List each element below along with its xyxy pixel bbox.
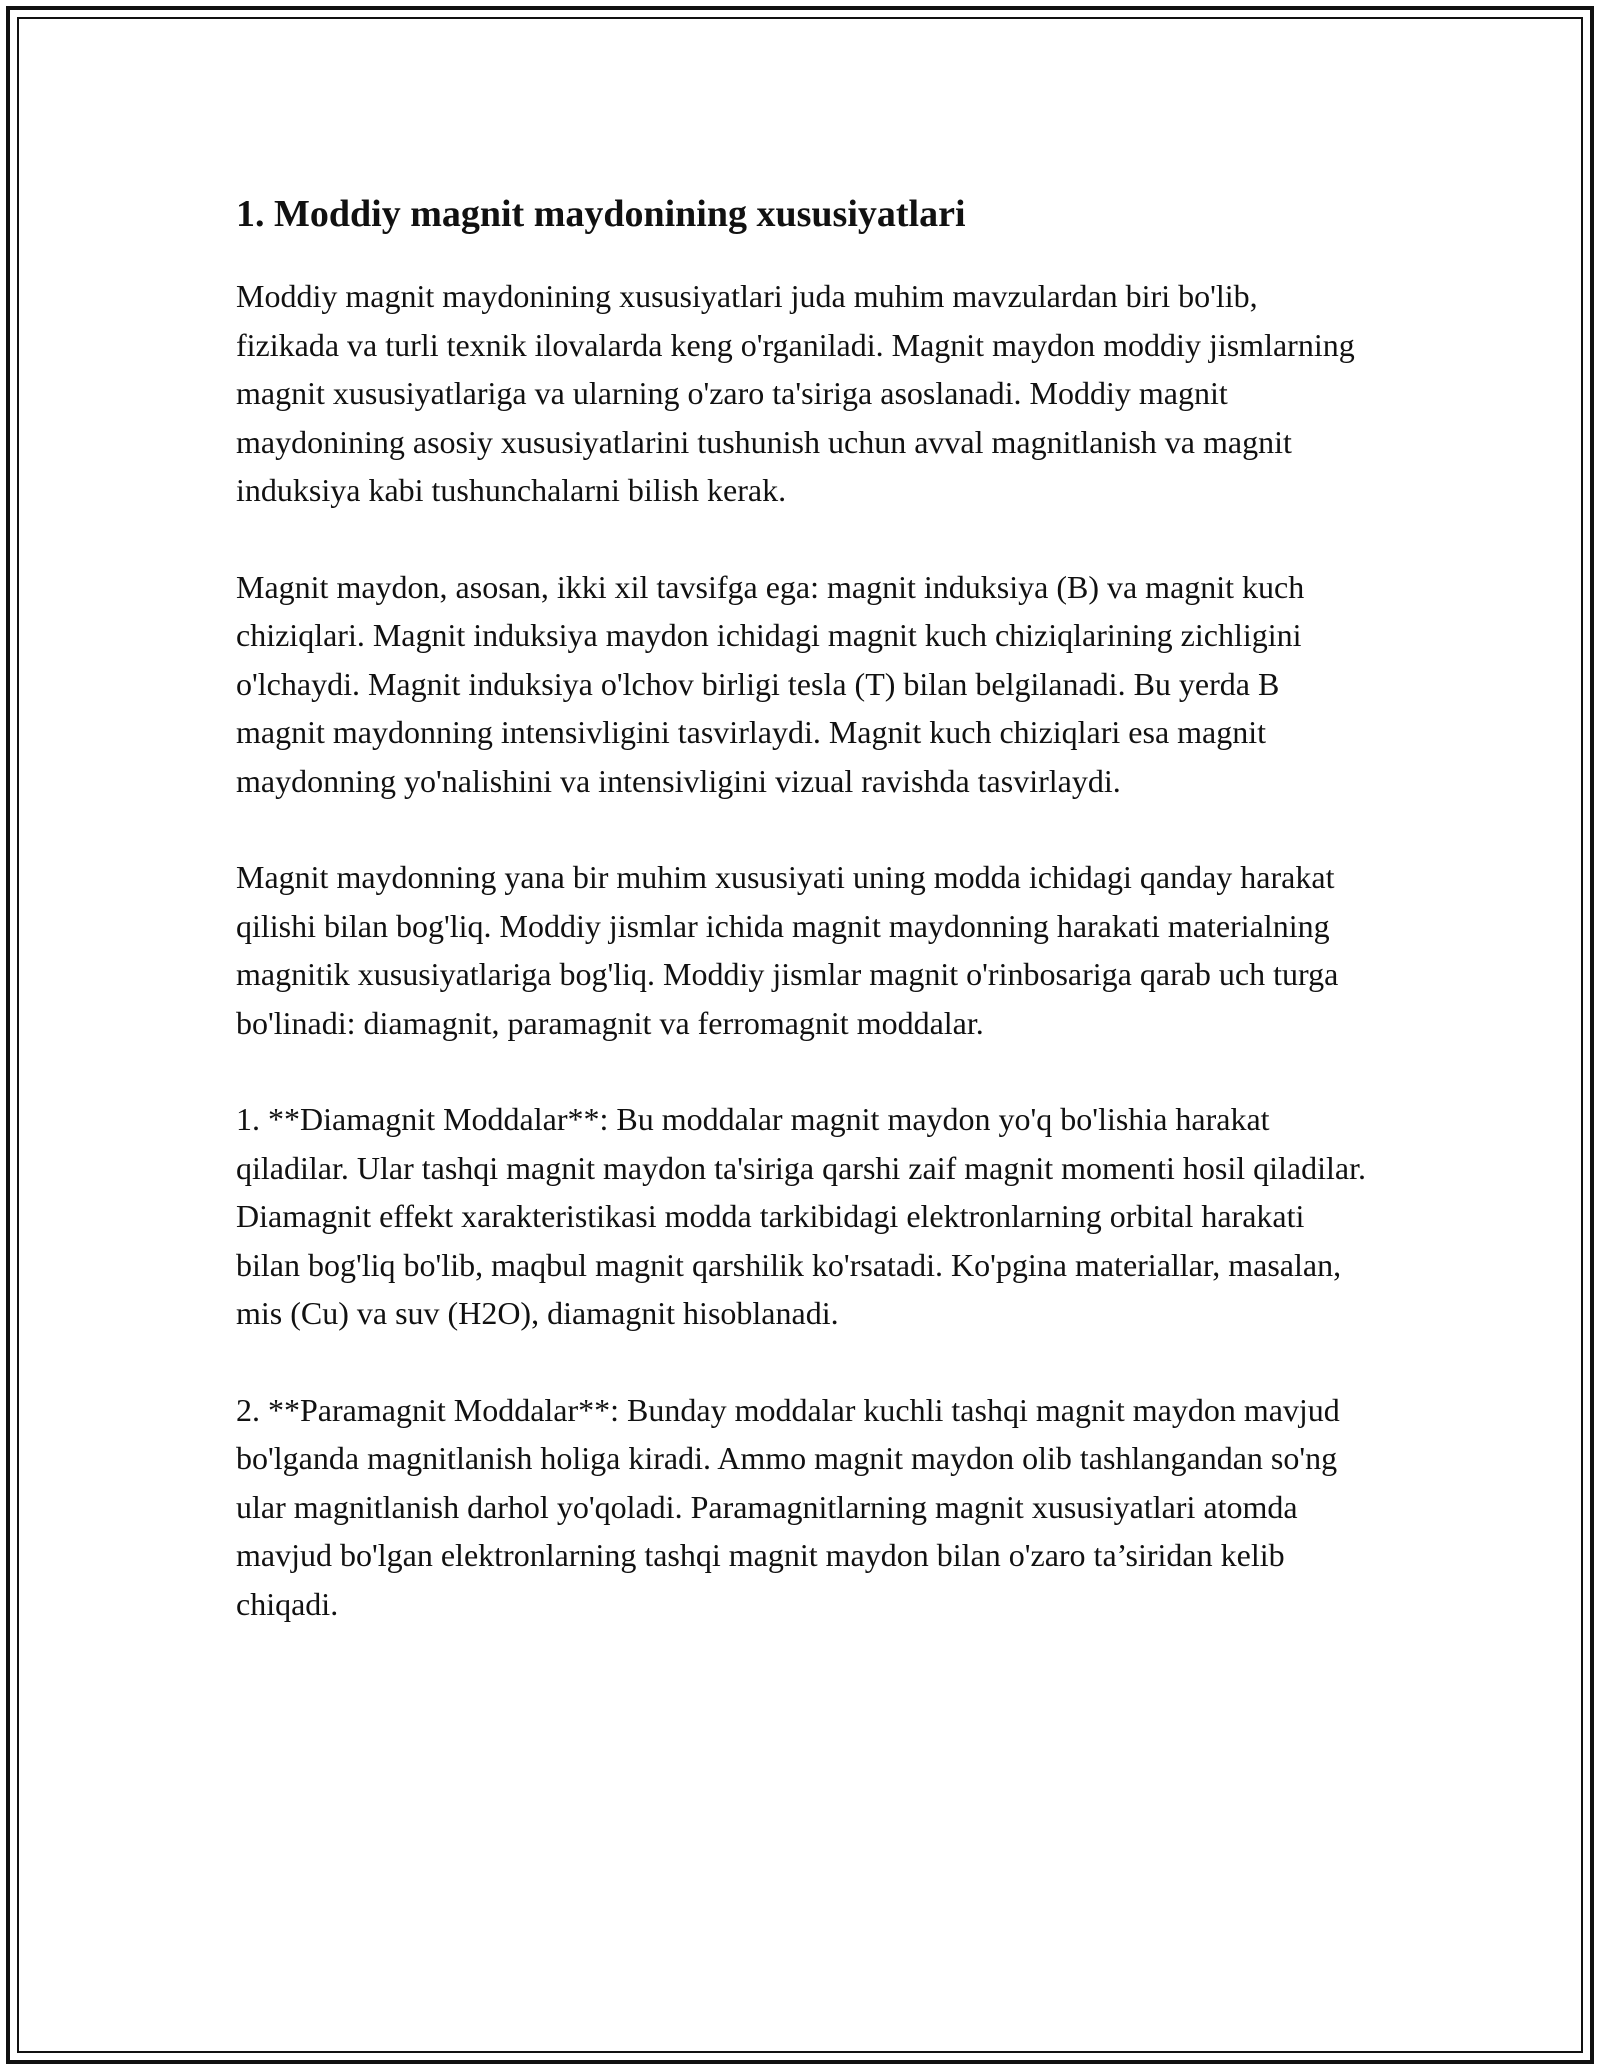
paragraph-paramagnetic: 2. **Paramagnit Moddalar**: Bunday moddalar kuchli tashqi magnit maydon mavjud bo'lganda magnitlanish holiga kiradi. Ammo magnit maydon olib tashlangandan so'ng ular magnitlanish darhol yo'qoladi. Paramagnitlarning magnit xususiyatlari atomda mavjud bo'lgan elektronlarning tashqi magnit maydon bilan o'zaro ta’siridan kelib chiqadi.	[236, 1391, 1340, 1622]
paragraph-diamagnetic: 1. **Diamagnit Moddalar**: Bu moddalar magnit maydon yo'q bo'lishia harakat qiladilar. Ular tashqi magnit maydon ta'siriga qarshi zaif magnit momenti hosil qiladilar. Diamagnit effekt xarakteristikasi modda tarkibidagi elektronlarning orbital harakati bilan bog'liq bo'lib, maqbul magnit qarshilik ko'rsatadi. Ko'pgina materiallar, masalan, mis (Cu) va suv (H2O), diamagnit hisoblanadi.	[236, 1101, 1366, 1331]
paragraph-material-behavior: Magnit maydonning yana bir muhim xususiyati uning modda ichidagi qanday harakat qilishi bilan bog'liq. Moddiy jismlar ichida magnit maydonning harakati materialning magnitik xususiyatlariga bog'liq. Moddiy jismlar magnit o'rinbosariga qarab uch turga bo'linadi: diamagnit, paramagnit va ferromagnit moddalar.	[236, 859, 1339, 1041]
document-title: 1. Moddiy magnit maydonining xususiyatlari	[236, 193, 966, 235]
paragraph-magnetic-induction: Magnit maydon, asosan, ikki xil tavsifga ega: magnit induksiya (B) va magnit kuch chiziqlari. Magnit induksiya maydon ichidagi magnit kuch chiziqlarining zichligini o'lchaydi. Magnit induksiya o'lchov birligi tesla (T) bilan belgilanadi. Bu yerda B magnit maydonning intensivligini tasvirlaydi. Magnit kuch chiziqlari esa magnit maydonning yo'nalishini va intensivligini vizual ravishda tasvirlaydi.	[236, 568, 1305, 799]
paragraph-intro: Moddiy magnit maydonining xususiyatlari juda muhim mavzulardan biri bo'lib, fizikada va turli texnik ilovalarda keng o'rganiladi. Magnit maydon moddiy jismlarning magnit xususiyatlariga va ularning o'zaro ta'siriga asoslanadi. Moddiy magnit maydonining asosiy xususiyatlarini tushunish uchun avval magnitlanish va magnit induksiya kabi tushunchalarni bilish kerak.	[236, 278, 1355, 508]
document-body	[236, 188, 1366, 1676]
